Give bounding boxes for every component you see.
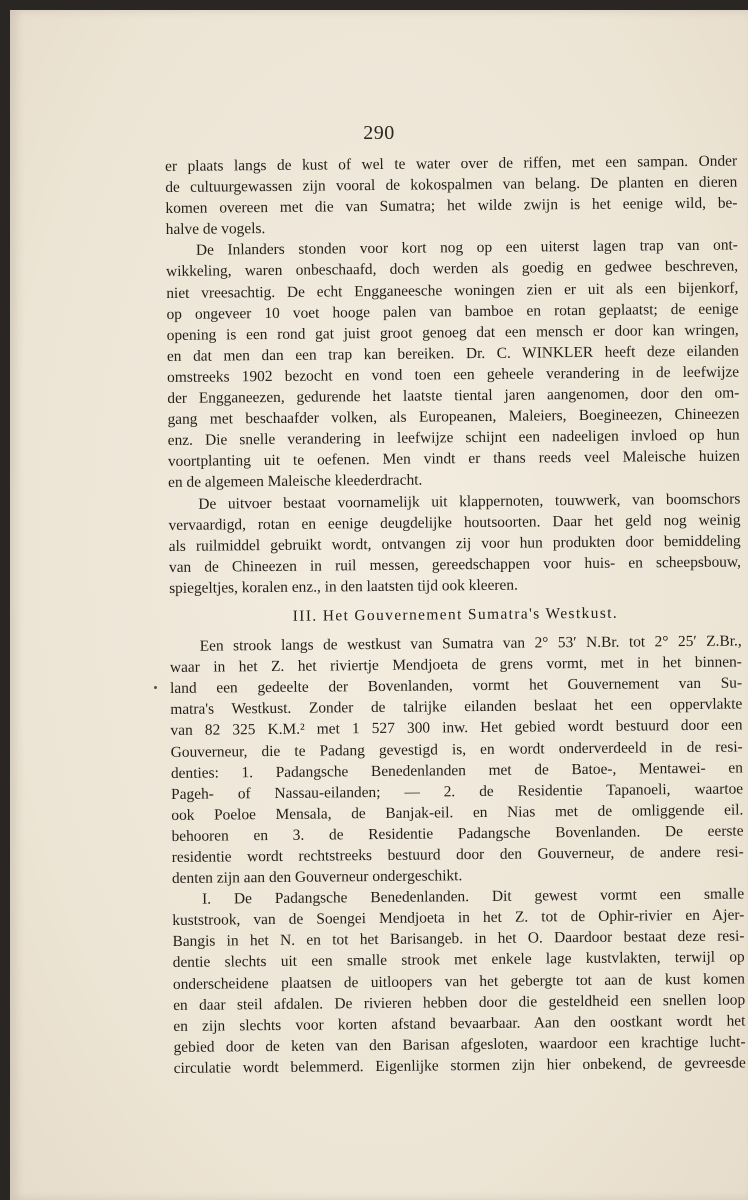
text-line: waar in het Z. het riviertje Mendjoeta de grens vormt, met in het binnen- — [169, 653, 742, 677]
text-line: en de algemeen Maleische kleederdracht. — [168, 471, 423, 492]
text-line: gebied door de keten van den Barisan afgesloten, waardoor een krachtige lucht- — [173, 1033, 746, 1056]
text-line: onderscheidene plaatsen de uitloopers van het gebergte tot aan de kust komen — [172, 970, 746, 993]
text-line: wikkeling, waren onbeschaafd, doch werden als goedig en gedwee beschreven, — [166, 257, 739, 281]
text-line: Een strook langs de westkust van Sumatra van 2° 53′ N.Br. tot 2° 25′ Z.Br., — [199, 632, 742, 655]
text-line: halve de vogels. — [165, 220, 266, 239]
text-line: voortplanting uit te oefenen. Men vindt er thans reeds veel Maleische huizen — [167, 447, 740, 471]
text-line: er plaats langs de kust of wel te water over de riffen, met een sampan. Onder — [165, 152, 738, 175]
text-line: De uitvoer bestaat voornamelijk uit klappernoten, touwwerk, van boomschors — [198, 489, 741, 513]
text-line: land een gedeelte der Bovenlanden, vormt het Gouvernement van Su- — [170, 674, 743, 698]
text-line: en zijn slechts voor korten afstand bevaarbaar. Aan den oostkant wordt het — [173, 1012, 746, 1035]
text-line: en daar steil afdalen. De rivieren hebben door die gesteldheid een snellen loop — [173, 991, 746, 1014]
text-line: en dat men dan een trap kan bereiken. Dr. C. WINKLER heeft deze eilanden — [166, 342, 739, 365]
book-page — [10, 10, 748, 1200]
text-line: op ongeveer 10 voet hooge palen van bamboe en rotan geplaatst; de eenige — [166, 300, 739, 323]
text-line: komen overeen met die van Sumatra; het wilde zwijn is het eenige wild, be- — [165, 194, 738, 218]
text-line: denties: 1. Padangsche Benedenlanden met de Batoe-, Mentawei- en — [170, 759, 743, 782]
text-line: gang met beschaafder volken, als Europeanen, Maleiers, Boegineezen, Chineezen — [167, 405, 740, 429]
text-line: enz. Die snelle verandering in leefwijze schijnt een nadeeligen invloed op hun — [167, 426, 740, 450]
text-line: I. De Padangsche Benedenlanden. Dit gewest vormt een smalle — [202, 885, 745, 908]
text-line: opening is een rond gat juist groot genoeg dat een mensch er door kan wringen, — [166, 321, 739, 344]
text-line: Pageh- of Nassau-eilanden; — 2. de Residentie Tapanoeli, waartoe — [171, 780, 744, 803]
page-body-text — [165, 151, 746, 1079]
text-line: dentie slechts uit een smalle strook met enkele lage kustvlakten, terwijl op — [172, 948, 745, 972]
section-heading: III. Het Gouvernement Sumatra's Westkust. — [292, 604, 619, 625]
text-line: residentie wordt rechtstreeks bestuurd door den Gouverneur, de andere resi- — [171, 843, 744, 866]
text-line: van 82 325 K.M.² met 1 527 300 inw. Het gebied wordt bestuurd door een — [170, 716, 743, 740]
text-line: circulatie wordt belemmerd. Eigenlijke stormen zijn hier onbekend, de gevreesde — [173, 1054, 746, 1077]
text-line: Gouverneur, die te Padang gevestigd is, en wordt onderverdeeld in de resi- — [170, 738, 743, 761]
text-line: behooren en 3. de Residentie Padangsche Bovenlanden. De eerste — [171, 822, 744, 845]
margin-mark — [154, 686, 157, 689]
text-line: der Engganeezen, gedurende het laatste tiental jaren aangenomen, door den om- — [167, 384, 740, 408]
text-line: De Inlanders stonden voor kort nog op een uiterst lagen trap van ont- — [195, 236, 738, 260]
text-line: van de Chineezen in ruil messen, gereedschappen voor huis- en scheepsbouw, — [168, 553, 742, 576]
text-line: spiegeltjes, koralen enz., in den laatsten tijd ook kleeren. — [169, 576, 518, 597]
text-line: Bangis in het N. en tot het Barisangeb. in het O. Daardoor bestaat deze resi- — [172, 927, 745, 951]
text-line: omstreeks 1902 bezocht en vond toen een geheele verandering in de leefwijze — [167, 363, 740, 386]
text-line: als ruilmiddel gebruikt wordt, ontvangen zij voor hun produkten door bemiddeling — [168, 532, 741, 555]
text-line: de cultuurgewassen zijn vooral de kokospalmen van belang. De planten en dieren — [165, 173, 738, 197]
text-line: matra's Westkust. Zonder de talrijke eilanden beslaat het een oppervlakte — [170, 695, 743, 719]
text-line: denten zijn aan den Gouverneur ondergeschikt. — [171, 867, 463, 888]
text-line: ook Poeloe Mensala, de Banjak-eil. en Nias met de omliggende eil. — [171, 801, 744, 824]
page-number: 290 — [363, 122, 395, 144]
text-line: kuststrook, van de Soengei Mendjoeta in het Z. tot de Ophir-rivier en Ajer- — [172, 906, 745, 930]
text-line: vervaardigd, rotan en eenige deugdelijke houtsoorten. Daar het geld nog weinig — [168, 511, 741, 534]
text-line: niet vreesachtig. De echt Engganeesche woningen zien er uit als een bijenkorf, — [166, 279, 739, 302]
